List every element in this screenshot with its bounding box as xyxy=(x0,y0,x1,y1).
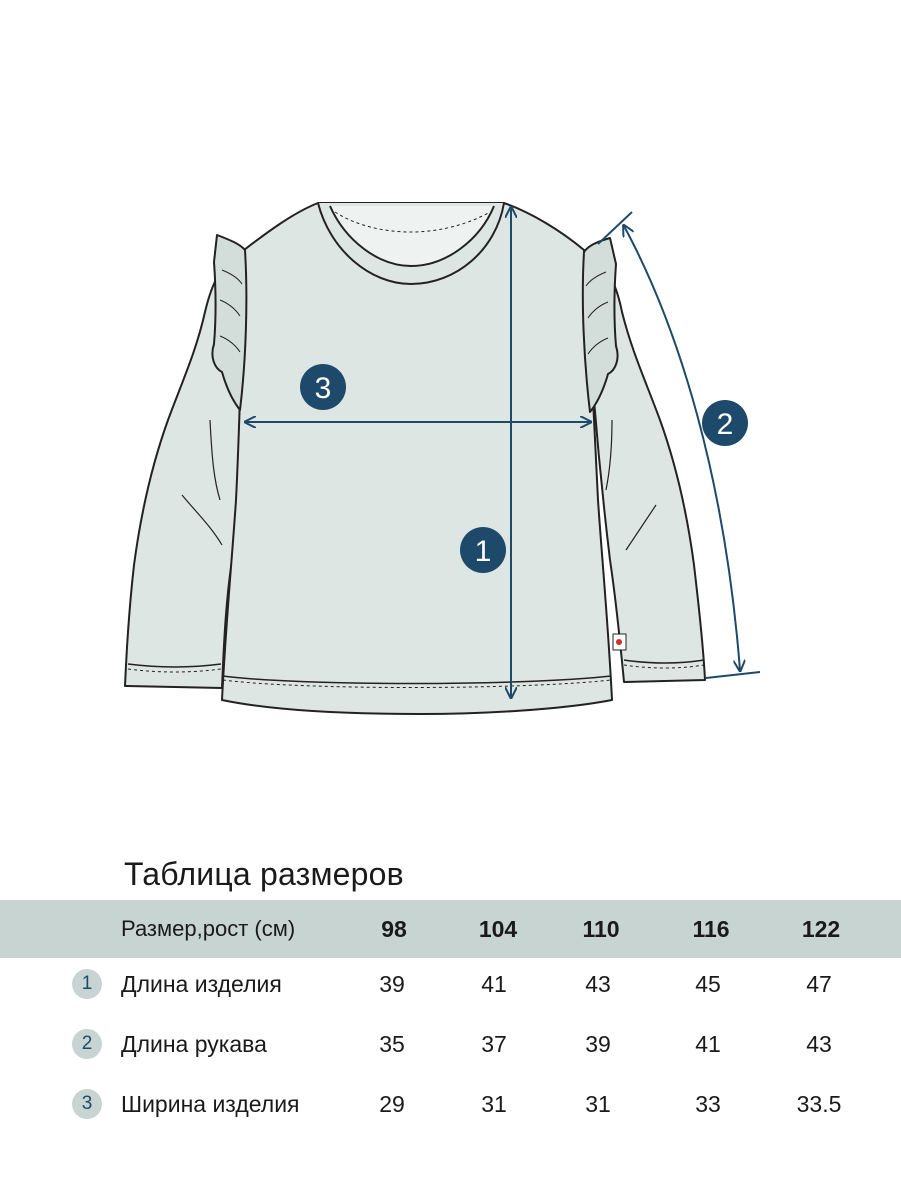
table-cell: 31 xyxy=(585,1091,611,1117)
row-number-badge: 1 xyxy=(72,969,102,999)
header-label: Размер,рост (см) xyxy=(121,916,296,941)
table-cell: 43 xyxy=(585,971,611,997)
table-cell: 47 xyxy=(806,971,832,997)
row-number-badge: 2 xyxy=(72,1029,102,1059)
svg-text:3: 3 xyxy=(314,372,332,405)
table-header-row xyxy=(0,909,901,949)
table-cell: 29 xyxy=(379,1091,405,1117)
table-cell: 39 xyxy=(585,1031,611,1057)
table-cell: 33.5 xyxy=(796,1091,842,1117)
table-cell: 43 xyxy=(806,1031,832,1057)
garment-drawing xyxy=(125,203,705,714)
table-cell: 35 xyxy=(379,1031,405,1057)
row-label: Ширина изделия xyxy=(121,1091,300,1117)
table-cell: 37 xyxy=(481,1031,507,1057)
row-label: Длина рукава xyxy=(121,1031,267,1057)
table-cell: 41 xyxy=(695,1031,721,1057)
size-table-title: Таблица размеров xyxy=(124,856,404,892)
row-number-badge: 3 xyxy=(72,1089,102,1119)
table-row xyxy=(0,1084,901,1124)
row-label: Длина изделия xyxy=(121,971,282,997)
table-cell: 31 xyxy=(481,1091,507,1117)
table-cell: 41 xyxy=(481,971,507,997)
table-cell: 39 xyxy=(379,971,405,997)
table-cell: 33 xyxy=(695,1091,721,1117)
svg-text:2: 2 xyxy=(716,408,734,441)
table-row xyxy=(0,1024,901,1064)
marker-3 xyxy=(300,364,346,410)
size-110: 110 xyxy=(582,916,620,942)
table-cell: 45 xyxy=(695,971,721,997)
size-104: 104 xyxy=(478,916,518,942)
size-122: 122 xyxy=(801,916,841,942)
table-row xyxy=(0,964,901,1004)
size-116: 116 xyxy=(692,916,730,942)
size-98: 98 xyxy=(381,916,407,942)
svg-text:1: 1 xyxy=(474,535,492,568)
marker-2 xyxy=(702,400,748,446)
marker-1 xyxy=(460,527,506,573)
